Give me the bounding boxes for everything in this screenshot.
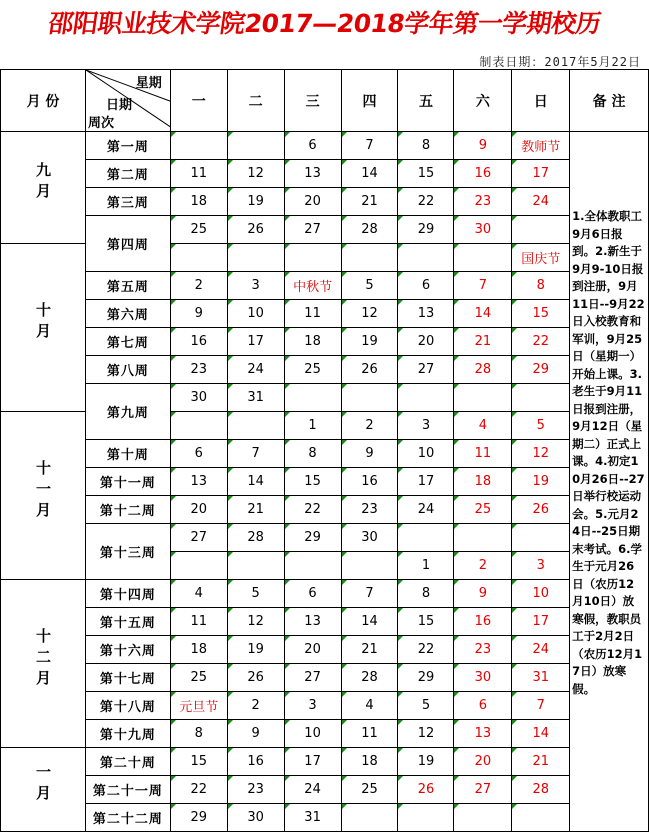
day-cell: 17 [227,328,284,356]
week-row [1,160,649,188]
day-cell [341,384,398,412]
day-cell: 28 [454,356,512,384]
month-label: 十月 [34,302,52,344]
day-cell: 11 [170,160,227,188]
week-label: 第六周 [86,300,171,328]
day-cell: 教师节 [512,132,570,160]
notes-header: 备 注 [570,70,649,132]
week-label: 第一周 [86,132,171,160]
week-row [1,636,649,664]
day-cell: 24 [227,356,284,384]
week-label: 第十三周 [86,524,171,580]
day-cell: 30 [170,384,227,412]
week-row [1,272,649,300]
day-cell: 14 [341,160,398,188]
day-cell: 22 [398,188,454,216]
week-label: 第二十一周 [86,776,171,804]
day-cell: 22 [398,636,454,664]
day-cell: 27 [454,776,512,804]
day-cell: 7 [341,580,398,608]
day-cell [512,804,570,832]
day-cell [227,244,284,272]
day-cell: 12 [227,160,284,188]
day-cell [398,804,454,832]
day-cell: 11 [454,440,512,468]
day-cell: 19 [341,328,398,356]
day-cell: 27 [398,356,454,384]
day-cell [170,412,227,440]
day-cell: 29 [512,356,570,384]
day-cell: 12 [227,608,284,636]
day-cell: 3 [398,412,454,440]
day-cell [512,216,570,244]
day-cell: 21 [341,188,398,216]
notes-cell: 1.全体教职工9月6日报到。2.新生于9月9-10日报到注册，9月11日--9月22日入校教育和军训，9月25日（星期一）开始上课。3.老生于9月11日报到注册，9月12日（星期二）正式上课。4.初定10月26日--27日举行校运动会。5.元月24日--25日期末考试。6.学生于元月26日（农历12月10日）放寒假，教职员工于2月2日（农历12月17日）放寒假。 [570,132,649,832]
week-label: 第八周 [86,356,171,384]
day-cell: 6 [284,580,341,608]
day-cell: 30 [341,524,398,552]
day-cell: 8 [284,440,341,468]
week-row [1,804,649,832]
week-row [1,580,649,608]
day-cell: 13 [398,300,454,328]
month-cell [1,132,86,244]
day-cell [512,384,570,412]
day-cell: 22 [512,328,570,356]
day-cell: 14 [512,720,570,748]
day-cell: 国庆节 [512,244,570,272]
day-cell: 16 [454,608,512,636]
day-cell: 25 [170,216,227,244]
day-cell: 7 [341,132,398,160]
day-cell: 5 [227,580,284,608]
day-cell [341,552,398,580]
page-title: 邵阳职业技术学院2017—2018学年第一学期校历 [46,9,603,38]
day-cell: 10 [284,720,341,748]
day-cell: 25 [170,664,227,692]
day-header: 三 [284,70,341,132]
day-cell: 29 [284,524,341,552]
day-cell: 19 [227,188,284,216]
day-cell: 28 [341,664,398,692]
day-cell: 7 [454,272,512,300]
day-cell: 9 [170,300,227,328]
day-cell: 5 [398,692,454,720]
day-cell: 15 [512,300,570,328]
week-row [1,720,649,748]
month-label: 十二月 [34,627,52,691]
day-cell: 8 [398,580,454,608]
day-cell: 5 [512,412,570,440]
day-cell: 4 [341,692,398,720]
day-cell: 19 [512,468,570,496]
week-label: 第二十二周 [86,804,171,832]
day-header: 一 [170,70,227,132]
day-cell: 17 [398,468,454,496]
week-row [1,216,649,244]
day-cell: 中秋节 [284,272,341,300]
day-cell [170,244,227,272]
day-cell: 10 [227,300,284,328]
week-row [1,188,649,216]
day-cell: 24 [512,188,570,216]
month-label: 十一月 [34,459,52,523]
day-cell: 4 [170,580,227,608]
day-cell: 25 [341,776,398,804]
day-cell: 31 [512,664,570,692]
month-label: 九月 [34,162,52,204]
day-cell: 29 [170,804,227,832]
day-cell: 9 [341,440,398,468]
day-cell [341,804,398,832]
day-cell: 18 [341,748,398,776]
day-cell: 21 [227,496,284,524]
week-row [1,692,649,720]
day-cell: 19 [227,636,284,664]
diag-week-label: 周次 [88,116,115,131]
day-cell: 19 [398,748,454,776]
day-cell: 2 [227,692,284,720]
week-row [1,608,649,636]
day-cell [454,524,512,552]
day-cell: 5 [341,272,398,300]
made-date: 制表日期：2017年5月22日 [479,55,641,69]
month-cell [1,580,86,748]
day-cell [398,524,454,552]
day-cell: 20 [284,636,341,664]
day-cell: 12 [341,300,398,328]
day-cell: 11 [284,300,341,328]
day-cell: 29 [398,216,454,244]
day-cell: 29 [398,664,454,692]
week-label: 第二周 [86,160,171,188]
day-cell: 9 [454,132,512,160]
week-label: 第十四周 [86,580,171,608]
week-label: 第十周 [86,440,171,468]
month-cell [1,748,86,832]
day-cell: 28 [341,216,398,244]
week-label: 第七周 [86,328,171,356]
day-cell: 30 [454,216,512,244]
day-cell: 3 [227,272,284,300]
day-cell: 8 [398,132,454,160]
day-cell: 23 [170,356,227,384]
day-cell: 7 [512,692,570,720]
day-cell [170,132,227,160]
day-cell: 18 [284,328,341,356]
day-header: 六 [454,70,512,132]
day-cell: 4 [454,412,512,440]
day-cell: 23 [454,636,512,664]
day-cell: 16 [227,748,284,776]
week-label: 第十二周 [86,496,171,524]
day-cell: 27 [284,664,341,692]
day-cell: 31 [227,384,284,412]
day-cell: 25 [284,356,341,384]
day-cell: 6 [170,440,227,468]
day-cell: 14 [341,608,398,636]
day-cell: 12 [398,720,454,748]
day-cell: 13 [454,720,512,748]
day-cell [454,244,512,272]
day-cell [512,524,570,552]
day-cell: 22 [170,776,227,804]
day-cell: 26 [512,496,570,524]
day-cell: 9 [454,580,512,608]
day-cell: 8 [170,720,227,748]
week-row [1,384,649,412]
day-cell: 6 [454,692,512,720]
day-cell: 11 [341,720,398,748]
week-row [1,328,649,356]
day-cell [227,132,284,160]
day-cell [170,552,227,580]
diag-weekday-label: 星期 [135,76,162,91]
day-header: 二 [227,70,284,132]
day-cell: 23 [227,776,284,804]
day-cell: 1 [284,412,341,440]
week-row [1,496,649,524]
month-cell [1,412,86,580]
week-label: 第九周 [86,384,171,440]
day-cell: 13 [284,608,341,636]
week-label: 第十五周 [86,608,171,636]
day-cell: 元旦节 [170,692,227,720]
day-cell: 25 [454,496,512,524]
day-cell: 2 [454,552,512,580]
day-header: 四 [341,70,398,132]
diag-date-label: 日期 [106,98,133,113]
day-cell: 2 [341,412,398,440]
day-cell: 21 [454,328,512,356]
day-cell: 15 [170,748,227,776]
day-cell: 16 [170,328,227,356]
day-cell [227,412,284,440]
day-cell: 24 [284,776,341,804]
week-row [1,664,649,692]
week-label: 第十一周 [86,468,171,496]
day-cell: 12 [512,440,570,468]
week-label: 第四周 [86,216,171,272]
day-cell: 8 [512,272,570,300]
day-cell: 18 [454,468,512,496]
day-cell: 14 [454,300,512,328]
day-cell: 3 [284,692,341,720]
day-cell: 18 [170,188,227,216]
month-cell [1,244,86,412]
week-label: 第二十周 [86,748,171,776]
school-calendar-table [0,69,649,832]
day-cell: 16 [454,160,512,188]
day-cell: 11 [170,608,227,636]
day-header: 五 [398,70,454,132]
day-cell: 15 [398,160,454,188]
week-row [1,776,649,804]
day-cell: 30 [227,804,284,832]
day-cell: 22 [284,496,341,524]
day-cell: 24 [398,496,454,524]
day-cell: 26 [227,664,284,692]
day-cell: 2 [170,272,227,300]
day-cell: 6 [284,132,341,160]
day-cell: 10 [512,580,570,608]
week-row [1,132,649,160]
day-cell [398,244,454,272]
day-cell: 26 [227,216,284,244]
day-cell: 21 [341,636,398,664]
diagonal-header-cell [86,70,171,132]
day-cell: 24 [512,636,570,664]
week-row [1,356,649,384]
week-row [1,524,649,552]
week-label: 第十七周 [86,664,171,692]
week-label: 第十九周 [86,720,171,748]
day-cell: 7 [227,440,284,468]
day-cell: 28 [227,524,284,552]
week-row [1,440,649,468]
day-cell: 20 [170,496,227,524]
day-cell [284,552,341,580]
day-cell: 26 [398,776,454,804]
week-label: 第三周 [86,188,171,216]
day-cell: 28 [512,776,570,804]
day-cell: 20 [398,328,454,356]
day-cell [341,244,398,272]
day-cell [284,244,341,272]
day-cell: 14 [227,468,284,496]
week-label: 第十六周 [86,636,171,664]
day-cell: 26 [341,356,398,384]
day-cell: 13 [170,468,227,496]
day-cell [398,384,454,412]
month-label: 一月 [34,764,52,806]
day-cell: 15 [398,608,454,636]
day-cell: 30 [454,664,512,692]
day-cell [454,384,512,412]
day-cell: 3 [512,552,570,580]
week-label: 第十八周 [86,692,171,720]
day-cell: 13 [284,160,341,188]
day-cell: 27 [170,524,227,552]
day-cell: 6 [398,272,454,300]
day-cell: 17 [512,160,570,188]
day-cell: 31 [284,804,341,832]
day-cell: 17 [512,608,570,636]
day-cell: 27 [284,216,341,244]
day-cell: 18 [170,636,227,664]
day-header: 日 [512,70,570,132]
day-cell [284,384,341,412]
week-row [1,300,649,328]
week-row [1,748,649,776]
day-cell: 15 [284,468,341,496]
week-row [1,468,649,496]
day-cell: 1 [398,552,454,580]
day-cell: 23 [341,496,398,524]
day-cell: 23 [454,188,512,216]
month-header: 月 份 [1,70,86,132]
day-cell: 10 [398,440,454,468]
day-cell: 20 [454,748,512,776]
day-cell: 21 [512,748,570,776]
day-cell [454,804,512,832]
header-row [1,70,649,132]
day-cell: 9 [227,720,284,748]
day-cell: 17 [284,748,341,776]
day-cell [227,552,284,580]
day-cell: 20 [284,188,341,216]
week-label: 第五周 [86,272,171,300]
day-cell: 16 [341,468,398,496]
